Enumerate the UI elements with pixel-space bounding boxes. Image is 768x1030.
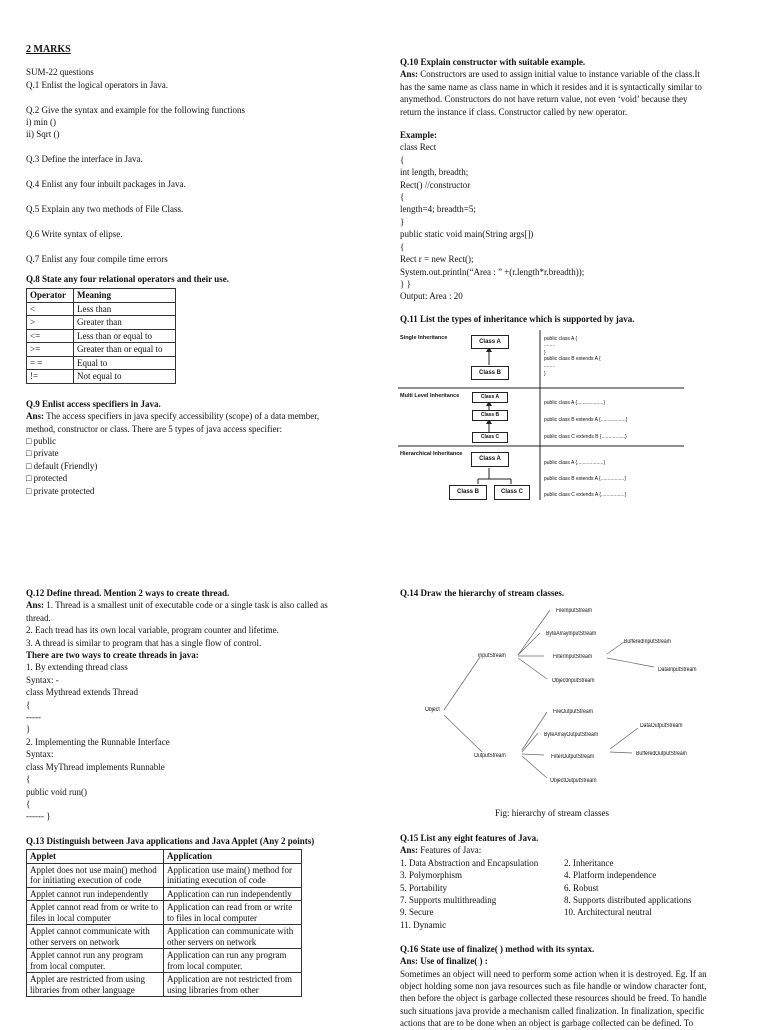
objectoutputstream-node: ObjectOutputStream — [550, 778, 597, 784]
text-line: Q.7 Enlist any four compile time errors — [26, 253, 168, 264]
text-line: 2. Each tread has its own local variable, program counter and lifetime. — [26, 625, 279, 636]
fileinputstream-node: FileInputStream — [556, 608, 593, 614]
example-label: Example: — [400, 130, 437, 141]
table-cell: Application are not restricted from using libraries from other — [164, 973, 302, 997]
text-line: ii) Sqrt () — [26, 129, 60, 140]
table-cell: Application can run independently — [164, 887, 302, 901]
table-cell: Applet cannot run independently — [27, 887, 164, 901]
table-cell: Applet cannot run any program from local computer. — [27, 949, 164, 973]
outputstream-node: OutputStream — [474, 753, 506, 759]
single-inheritance-label: Single Inheritance — [400, 335, 448, 341]
filteroutputstream-node: FilterOutputStream — [551, 754, 595, 760]
bufferedinputstream-node: BufferedInputStream — [624, 639, 671, 645]
table-cell: Application can communicate with other servers on network — [164, 925, 302, 949]
list-item: □ protected — [26, 473, 68, 484]
code-line: public class B extends A { — [544, 356, 601, 362]
code-line: } — [544, 371, 546, 377]
q15-title: Q.15 List any eight features of Java. — [400, 833, 539, 843]
code-line: { — [400, 241, 405, 252]
text-line: has the same name as class name in which it resides and it is syntactically similar to — [400, 81, 702, 92]
dataoutputstream-node: DataOutputStream — [640, 723, 683, 729]
class-a-box: Class A — [471, 335, 509, 349]
object-node: Object — [425, 707, 440, 713]
code-line: public class A { — [544, 336, 578, 342]
code-line: { — [400, 192, 405, 203]
code-line: Rect() //constructor — [400, 179, 471, 190]
q14-title: Q.14 Draw the hierarchy of stream classes. — [400, 588, 565, 598]
answer-label: Ans: — [400, 69, 419, 80]
text-line: thread. — [26, 612, 51, 623]
code-line: { — [26, 699, 31, 710]
table-cell: Greater than — [74, 316, 176, 330]
table-row — [27, 302, 176, 316]
right-column — [400, 56, 750, 325]
table-row — [27, 370, 176, 384]
left-column-lower — [26, 587, 371, 997]
list-item: 5. Portability — [400, 882, 447, 893]
table-header: Meaning — [74, 289, 176, 303]
answer-text: 1. Thread is a smallest unit of executable code or a single task is also called as — [44, 600, 328, 611]
objectinputstream-node: ObjectInputStream — [552, 678, 595, 684]
inheritance-diagram-lines — [398, 330, 684, 500]
code-line: } } — [400, 278, 411, 289]
code-line: 2. Implementing the Runnable Interface — [26, 736, 170, 747]
class-c-box: Class C — [472, 432, 508, 443]
table-header: Applet — [27, 850, 164, 864]
table-header-row — [27, 289, 176, 303]
code-line: Syntax: — [26, 749, 54, 760]
q10-section — [400, 56, 750, 303]
code-line: Rect r = new Rect(); — [400, 254, 474, 265]
text-line: Sometimes an object will need to perform some action when it is destroyed. Eg. If an — [400, 968, 707, 979]
code-line: int length, breadth; — [400, 167, 469, 178]
code-line: 1. By extending thread class — [26, 662, 128, 673]
table-cell: Less than — [74, 302, 176, 316]
filterinputstream-node: FilterInputStream — [553, 654, 593, 660]
table-cell: Not equal to — [74, 370, 176, 384]
answer-text: Constructors are used to assign initial value to instance variable of the class.It — [418, 69, 700, 80]
text-line — [26, 141, 371, 153]
code-line: public class B extends A {..................} — [544, 417, 628, 423]
text-line: Q.2 Give the syntax and example for the following functions — [26, 104, 245, 115]
code-line: { — [26, 774, 31, 785]
q12-section — [26, 587, 371, 823]
features-list — [400, 857, 750, 932]
text-line: Q.3 Define the interface in Java. — [26, 154, 143, 165]
code-line: class Mythread extends Thread — [26, 687, 139, 698]
table-cell: Applet does not use main() method for initiating execution of code — [27, 863, 164, 887]
list-item: 7. Supports multithreading — [400, 895, 497, 906]
q16-title: Q.16 State use of finalize( ) method with its syntax. — [400, 943, 595, 954]
list-item: 6. Robust — [564, 882, 599, 893]
text-line: return the instance if class. Constructor called by new operator. — [400, 106, 628, 117]
code-line: public class A {...................} — [544, 400, 606, 406]
code-line: } — [400, 216, 405, 227]
q10-title: Q.10 Explain constructor with suitable example. — [400, 57, 586, 67]
list-item: □ default (Friendly) — [26, 460, 98, 471]
table-row — [27, 343, 176, 357]
table-cell: Greater than or equal to — [74, 343, 176, 357]
text-line: then before the object is garbage collected these resources should be freed. To handle — [400, 993, 707, 1004]
q15-section — [400, 832, 750, 932]
page-title: 2 MARKS — [26, 44, 71, 55]
class-c-box: Class C — [494, 485, 530, 500]
q13-section — [26, 835, 371, 997]
table-cell: Application can run any program from local computer. — [164, 949, 302, 973]
answer-label: Ans: — [26, 600, 45, 611]
question-list-q1-q7 — [26, 66, 371, 265]
answer-text: The access specifiers in java specify accessibility (scope) of a data member, — [44, 411, 320, 422]
text-line — [26, 599, 371, 611]
table-cell: Applet cannot read from or write to files in local computer — [27, 901, 164, 925]
multilevel-inheritance-label: Multi Level Inheritance — [400, 393, 460, 399]
q9-title: Q.9 Enlist access specifiers in Java. — [26, 398, 161, 409]
table-cell: Applet are restricted from using libraries from other language — [27, 973, 164, 997]
hierarchical-inheritance-label: Hierarchical Inheritance — [400, 451, 463, 457]
code-line: System.out.println(“Area : ” +(r.length*r.breadth)); — [400, 266, 585, 277]
text-line — [26, 240, 371, 252]
table-row — [27, 356, 176, 370]
q14-section — [400, 587, 750, 599]
table-cell: Application use main() method for initiating execution of code — [164, 863, 302, 887]
table-row — [27, 901, 302, 925]
table-cell: <= — [27, 329, 74, 343]
table-cell: > — [27, 316, 74, 330]
table-row — [27, 316, 176, 330]
table-row — [27, 329, 176, 343]
datainputstream-node: DataInputStream — [658, 667, 697, 673]
code-line: public class C extends B {.................} — [544, 434, 627, 440]
code-line: { — [400, 154, 405, 165]
table-row — [27, 925, 302, 949]
text-line: Q.5 Explain any two methods of File Class. — [26, 203, 184, 214]
table-header: Application — [164, 850, 302, 864]
text-line: method, constructor or class. There are 5 types of java access specifier: — [26, 423, 282, 434]
q12-title: Q.12 Define thread. Mention 2 ways to create thread. — [26, 588, 230, 598]
table-row — [27, 863, 302, 887]
table-header: Operator — [27, 289, 74, 303]
code-line: class Rect — [400, 142, 437, 153]
class-a-box: Class A — [471, 452, 509, 467]
text-line: i) min () — [26, 117, 56, 128]
list-item: □ public — [26, 436, 57, 447]
text-line: There are two ways to create threads in java: — [26, 650, 199, 661]
bufferedoutputstream-node: BufferedOutputStream — [636, 751, 687, 757]
text-line: such situations java provide a mechanism called finalization. In finalization, specific — [400, 1005, 705, 1016]
code-line: } — [544, 350, 546, 356]
text-line: Q.4 Enlist any four inbuilt packages in Java. — [26, 179, 186, 190]
list-item: □ private protected — [26, 485, 95, 496]
text-line — [26, 215, 371, 227]
code-line: public class A {...................} — [544, 460, 606, 466]
applet-vs-application-table — [26, 849, 302, 997]
table-cell: Application can read from or write to files in local computer — [164, 901, 302, 925]
text-line: anymethod. Constructors do not have return value, not even ‘void’ because they — [400, 94, 688, 105]
answer-label: Ans: — [400, 845, 419, 856]
features-left — [400, 857, 538, 931]
code-line: { — [26, 798, 31, 809]
list-item: 9. Secure — [400, 907, 434, 918]
table-row — [27, 887, 302, 901]
class-b-box: Class B — [471, 366, 509, 380]
text-line — [400, 844, 750, 856]
table-row — [27, 949, 302, 973]
list-item: 8. Supports distributed applications — [564, 895, 692, 906]
fileoutputstream-node: FileOutputStream — [553, 709, 593, 715]
code-line: Output: Area : 20 — [400, 291, 463, 302]
text-line — [26, 410, 371, 422]
right-column-lower — [400, 832, 750, 1030]
code-line: length=4; breadth=5; — [400, 204, 476, 215]
text-line — [400, 68, 750, 80]
bytearrayinputstream-node: ByteArrayInputStream — [546, 631, 597, 637]
q9-section — [26, 398, 371, 497]
list-item: 4. Platform independence — [564, 870, 657, 881]
list-item: 2. Inheritance — [564, 857, 614, 868]
class-b-box: Class B — [449, 485, 487, 500]
table-cell: < — [27, 302, 74, 316]
answer-label: Ans: — [26, 411, 45, 422]
inputstream-node: InputStream — [478, 653, 506, 659]
code-line: ........ — [544, 342, 556, 348]
left-column — [26, 44, 371, 497]
q8-title: Q.8 State any four relational operators and their use. — [26, 273, 229, 284]
text-line — [26, 190, 371, 202]
code-line: Syntax: - — [26, 674, 59, 685]
code-line: class MyThread implements Runnable — [26, 761, 165, 772]
text-line: actions that are to be done when an object is garbage collected can be defined. To — [400, 1018, 694, 1029]
list-item: 3. Polymorphism — [400, 870, 463, 881]
table-cell: Less than or equal to — [74, 329, 176, 343]
relational-operators-table — [26, 288, 176, 384]
text-line: Q.1 Enlist the logical operators in Java. — [26, 79, 168, 90]
q16-section — [400, 943, 750, 1030]
text-line — [26, 91, 371, 103]
figure-caption: Fig: hierarchy of stream classes — [495, 808, 609, 818]
text-line: 3. A thread is similar to program that has a single flow of control. — [26, 637, 262, 648]
bytearrayoutputstream-node: ByteArrayOutputStream — [544, 732, 599, 738]
table-header-row — [27, 850, 302, 864]
q11-title: Q.11 List the types of inheritance which is supported by java. — [400, 313, 635, 324]
table-cell: != — [27, 370, 74, 384]
list-item: 11. Dynamic — [400, 919, 447, 930]
list-item: □ private — [26, 448, 59, 459]
inheritance-diagram — [398, 330, 684, 500]
q13-title: Q.13 Distinguish between Java applications and Java Applet (Any 2 points) — [26, 835, 315, 846]
table-cell: Applet cannot communicate with other servers on network — [27, 925, 164, 949]
code-line: public void run() — [26, 786, 87, 797]
code-line: public static void main(String args[]) — [400, 229, 534, 240]
class-b-box: Class B — [472, 410, 508, 421]
stream-hierarchy-diagram — [410, 600, 710, 795]
text-line: Q.6 Write syntax of elipse. — [26, 228, 123, 239]
answer-text: Features of Java: — [418, 845, 482, 856]
class-a-box: Class A — [472, 392, 508, 403]
code-line: ........ — [544, 363, 556, 369]
table-cell: Equal to — [74, 356, 176, 370]
features-right — [564, 857, 692, 919]
text-line: object holding some non java resources such as file handle or window character font, — [400, 981, 707, 992]
code-line: public class C extends A {.................} — [544, 492, 627, 498]
table-row — [27, 973, 302, 997]
table-cell: = = — [27, 356, 74, 370]
text-line: SUM-22 questions — [26, 67, 94, 78]
text-line — [26, 166, 371, 178]
answer-label: Ans: Use of finalize( ) : — [400, 956, 488, 967]
code-line: } — [26, 724, 31, 735]
code-line: public class B extends A {.................} — [544, 476, 626, 482]
code-line: ------ } — [26, 811, 51, 822]
table-cell: >= — [27, 343, 74, 357]
code-line: ----- — [26, 712, 41, 723]
list-item: 10. Architectural neutral — [564, 907, 652, 918]
list-item: 1. Data Abstraction and Encapsulation — [400, 857, 539, 868]
